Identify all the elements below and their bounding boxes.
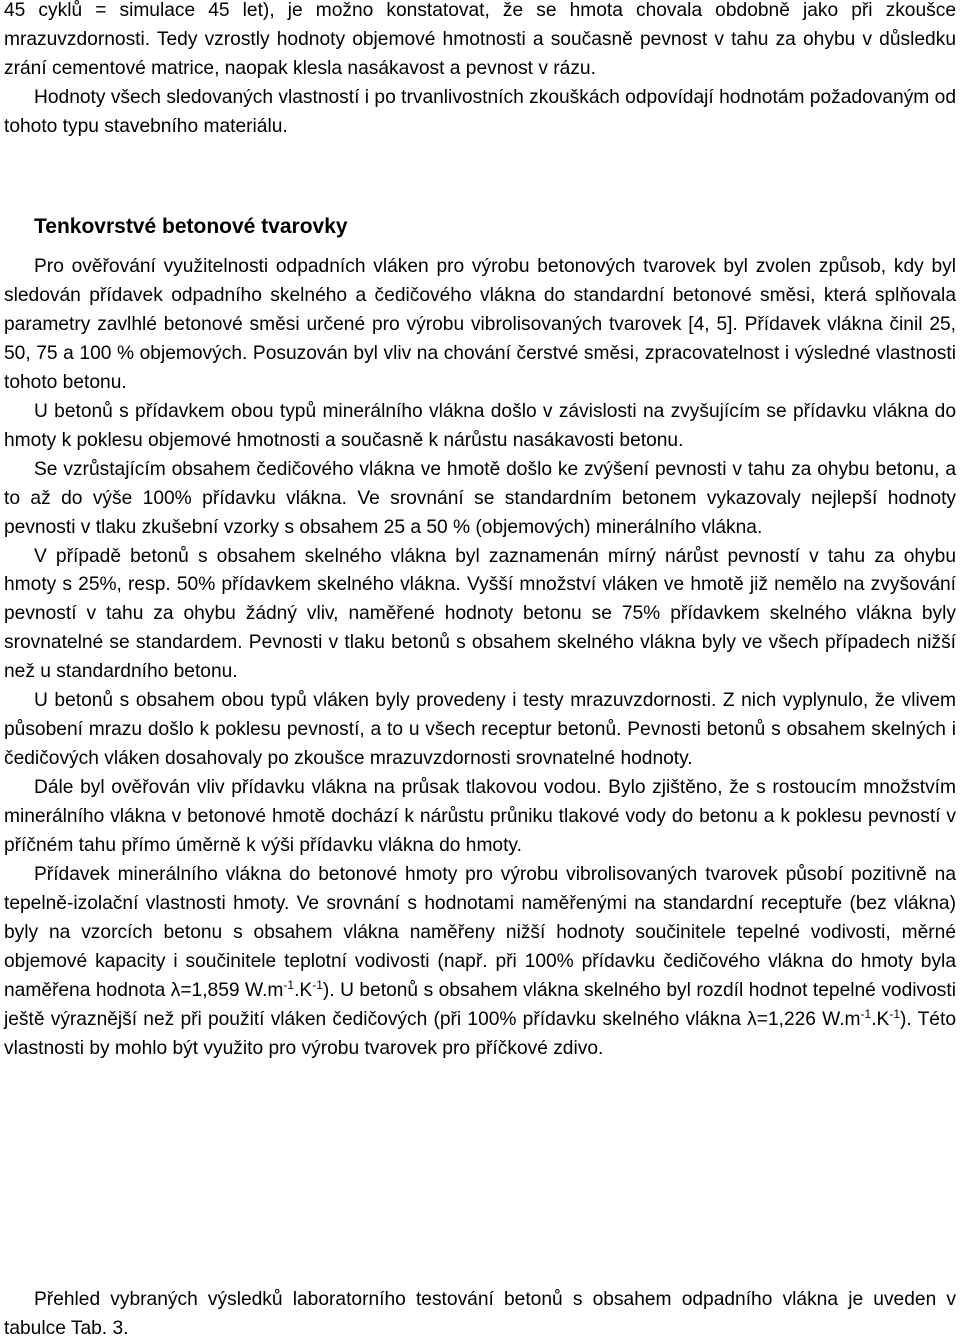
para7-superscript-a2: -1: [312, 977, 323, 992]
para7-text-c: ). U betonů s obsahem vlákna skelného byl rozdíl hodnot tepelné vodivosti ještě výraznější než při použití vláken čedičových (při 100% přídavku skelného vlákna λ=1,226 W.m: [4, 979, 956, 1030]
para7-text-b: .K: [294, 979, 313, 1001]
para7-superscript-a1: -1: [283, 977, 295, 992]
closing-block: [4, 1286, 956, 1344]
intro-paragraph-continued: 45 cyklů = simulace 45 let), je možno konstatovat, že se hmota chovala obdobně jako při zkoušce mrazuvzdornosti. Tedy vzrostly hodnoty objemové hmotnosti a současně pevnost v tahu za ohybu v důsledku zrání cementové matrice, naopak klesla nasákavost a pevnost v rázu.: [4, 0, 956, 79]
intro-paragraph-summary: Hodnoty všech sledovaných vlastností i po trvanlivostních zkouškách odpovídají hodnotám požadovaným od tohoto typu stavebního materiálu.: [4, 86, 956, 137]
section-paragraph-1: Pro ověřování využitelnosti odpadních vláken pro výrobu betonových tvarovek byl zvolen způsob, kdy byl sledován přídavek odpadního skelného a čedičového vlákna do standardní betonové směsi, která splňovala parametry zavlhlé betonové směsi určené pro výrobu vibrolisovaných tvarovek [4, 5]. Přídavek vlákna činil 25, 50, 75 a 100 % objemových. Posuzován byl vliv na chování čerstvé směsi, zpracovatelnost i výsledné vlastnosti tohoto betonu.: [4, 256, 956, 393]
para7-text-a: Přídavek minerálního vlákna do betonové hmoty pro výrobu vibrolisovaných tvarovek působí pozitivně na tepelně-izolační vlastnosti hmoty. Ve srovnání s hodnotami naměřenými na standardní receptuře (bez vlákna) byly na vzorcích betonu s obsahem vlákna naměřeny nižší hodnoty součinitele tepelné vodivosti, měrné objemové kapacity i součinitele teplotní vodivosti (např. při 100% přídavku čedičového vlákna do hmoty byla naměřena hodnota λ=1,859 W.m: [4, 864, 956, 1001]
section-heading: Tenkovrstvé betonové tvarovky: [34, 215, 348, 238]
para7-text-d: .K: [871, 1008, 890, 1030]
para7-superscript-b2: -1: [889, 1006, 901, 1021]
section-paragraph-7: [4, 861, 956, 1064]
para7-text-e: ). Této vlastnosti by mohlo být využito pro výrobu tvarovek pro příčkové zdivo.: [4, 1008, 956, 1059]
section-paragraph-3: Se vzrůstajícím obsahem čedičového vlákna ve hmotě došlo ke zvýšení pevnosti v tahu za ohybu betonu, a to až do výše 100% přídavku vlákna. Ve srovnání se standardním betonem vykazovaly nejlepší hodnoty pevnosti v tlaku zkušební vzorky s obsahem 25 a 50 % (objemových) minerálního vlákna.: [4, 458, 956, 538]
section-body: [4, 253, 956, 1064]
section-paragraph-2: U betonů s přídavkem obou typů minerálního vlákna došlo v závislosti na zvyšujícím se přídavku vlákna do hmoty k poklesu objemové hmotnosti a současně k nárůstu nasákavosti betonu.: [4, 400, 956, 451]
section-paragraph-6: Dále byl ověřován vliv přídavku vlákna na průsak tlakovou vodou. Bylo zjištěno, že s rostoucím množstvím minerálního vlákna v betonové hmotě dochází k nárůstu průniku tlakové vody do betonu a k poklesu pevností v příčném tahu přímo úměrně k výši přídavku vlákna do hmoty.: [4, 777, 956, 857]
para7-superscript-b1: -1: [860, 1006, 872, 1021]
closing-paragraph: Přehled vybraných výsledků laboratorního testování betonů s obsahem odpadního vlákna je uveden v tabulce Tab. 3.: [4, 1289, 956, 1339]
section-paragraph-5: U betonů s obsahem obou typů vláken byly provedeny i testy mrazuvzdornosti. Z nich vyplynulo, že vlivem působení mrazu došlo k poklesu pevností, a to u všech receptur betonů. Pevnosti betonů s obsahem skelných i čedičových vláken dosahovaly po zkoušce mrazuvzdornosti srovnatelné hodnoty.: [4, 690, 956, 770]
section-paragraph-4: V případě betonů s obsahem skelného vlákna byl zaznamenán mírný nárůst pevností v tahu za ohybu hmoty s 25%, resp. 50% přídavkem skelného vlákna. Vyšší množství vláken ve hmotě již nemělo na zvyšování pevností v tahu za ohybu žádný vliv, naměřené hodnoty betonu se 75% přídavkem skelného vlákna byly srovnatelné se standardem. Pevnosti v tlaku betonů s obsahem skelného vlákna byly ve všech případech nižší než u standardního betonu.: [4, 545, 956, 683]
intro-block: [4, 0, 956, 142]
